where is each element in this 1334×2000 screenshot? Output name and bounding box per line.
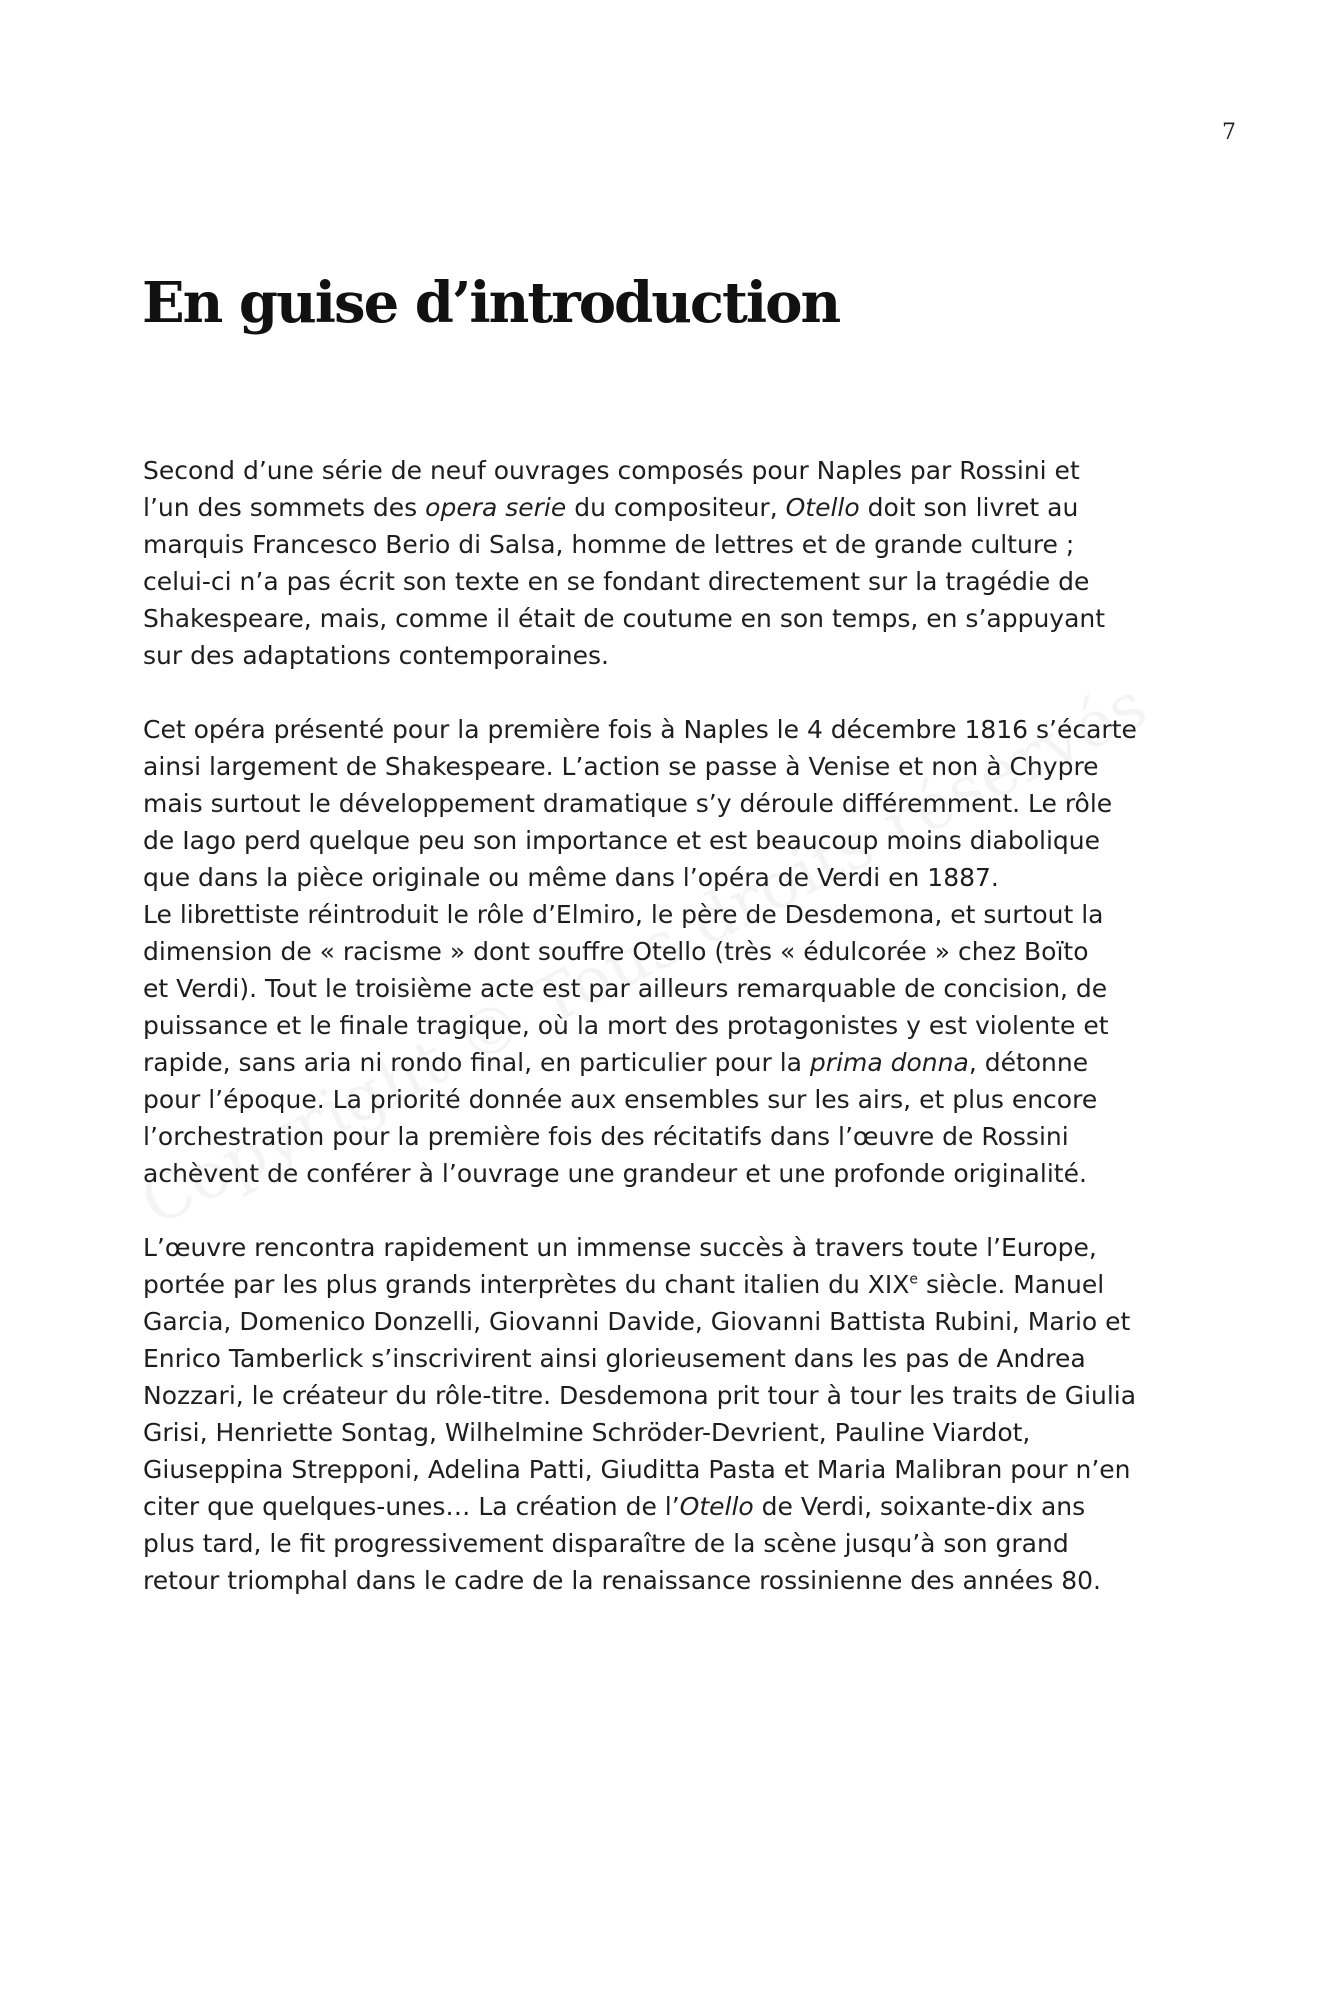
text-line	[143, 563, 1223, 600]
text-segment: siècle. Manuel	[918, 1270, 1105, 1299]
italic-text: prima donna	[809, 1048, 969, 1077]
text-line	[143, 1340, 1223, 1377]
text-segment: Second d’une série de neuf ouvrages composés pour Naples par Rossini et	[143, 456, 1080, 485]
text-segment: Grisi, Henriette Sontag, Wilhelmine Schröder-Devrient, Pauline Viardot,	[143, 1418, 1031, 1447]
text-line	[143, 896, 1223, 933]
text-line	[143, 1266, 1223, 1303]
text-line	[143, 526, 1223, 563]
text-segment: portée par les plus grands interprètes du chant italien du XIX	[143, 1270, 910, 1299]
body-text	[143, 452, 1223, 1636]
italic-text: Otello	[679, 1492, 754, 1521]
text-line	[143, 1007, 1223, 1044]
paragraph	[143, 1229, 1223, 1599]
text-line	[143, 452, 1223, 489]
text-segment: celui-ci n’a pas écrit son texte en se fondant directement sur la tragédie de	[143, 567, 1090, 596]
text-segment: que dans la pièce originale ou même dans l’opéra de Verdi en 1887.	[143, 863, 999, 892]
text-line	[143, 1118, 1223, 1155]
text-segment: Giuseppina Strepponi, Adelina Patti, Giuditta Pasta et Maria Malibran pour n’en	[143, 1455, 1131, 1484]
text-segment: sur des adaptations contemporaines.	[143, 641, 610, 670]
text-segment: de Verdi, soixante-dix ans	[753, 1492, 1086, 1521]
text-line	[143, 1488, 1223, 1525]
text-segment: Le librettiste réintroduit le rôle d’Elmiro, le père de Desdemona, et surtout la	[143, 900, 1104, 929]
text-segment: doit son livret au	[859, 493, 1079, 522]
text-segment: Nozzari, le créateur du rôle-titre. Desdemona prit tour à tour les traits de Giulia	[143, 1381, 1137, 1410]
page-title: En guise d’introduction	[142, 270, 840, 336]
text-line	[143, 785, 1223, 822]
text-segment: Shakespeare, mais, comme il était de coutume en son temps, en s’appuyant	[143, 604, 1106, 633]
text-segment: retour triomphal dans le cadre de la renaissance rossinienne des années 80.	[143, 1566, 1101, 1595]
text-line	[143, 1377, 1223, 1414]
text-segment: L’œuvre rencontra rapidement un immense succès à travers toute l’Europe,	[143, 1233, 1097, 1262]
text-segment: de Iago perd quelque peu son importance et est beaucoup moins diabolique	[143, 826, 1101, 855]
italic-text: Otello	[785, 493, 860, 522]
text-line	[143, 1451, 1223, 1488]
text-segment: Enrico Tamberlick s’inscrivirent ainsi glorieusement dans les pas de Andrea	[143, 1344, 1086, 1373]
text-segment: pour l’époque. La priorité donnée aux ensembles sur les airs, et plus encore	[143, 1085, 1098, 1114]
text-segment: dimension de « racisme » dont souffre Otello (très « édulcorée » chez Boïto	[143, 937, 1089, 966]
text-line	[143, 1155, 1223, 1192]
text-line	[143, 933, 1223, 970]
text-line	[143, 748, 1223, 785]
superscript-text: e	[909, 1271, 919, 1288]
page-number: 7	[1222, 120, 1236, 145]
paragraph	[143, 711, 1223, 1192]
text-segment: achèvent de conférer à l’ouvrage une grandeur et une profonde originalité.	[143, 1159, 1087, 1188]
text-line	[143, 859, 1223, 896]
text-line	[143, 1081, 1223, 1118]
paragraph	[143, 452, 1223, 674]
text-line	[143, 1562, 1223, 1599]
text-line	[143, 1414, 1223, 1451]
text-segment: l’un des sommets des	[143, 493, 426, 522]
text-segment: marquis Francesco Berio di Salsa, homme de lettres et de grande culture ;	[143, 530, 1075, 559]
text-line	[143, 711, 1223, 748]
text-segment: du compositeur,	[566, 493, 786, 522]
text-segment: puissance et le finale tragique, où la mort des protagonistes y est violente et	[143, 1011, 1109, 1040]
text-segment: et Verdi). Tout le troisième acte est par ailleurs remarquable de concision, de	[143, 974, 1108, 1003]
text-segment: ainsi largement de Shakespeare. L’action se passe à Venise et non à Chypre	[143, 752, 1099, 781]
text-line	[143, 600, 1223, 637]
text-line	[143, 1229, 1223, 1266]
text-segment: , détonne	[968, 1048, 1089, 1077]
text-line	[143, 970, 1223, 1007]
text-line	[143, 1044, 1223, 1081]
text-line	[143, 1303, 1223, 1340]
text-segment: Cet opéra présenté pour la première fois à Naples le 4 décembre 1816 s’écarte	[143, 715, 1137, 744]
text-line	[143, 822, 1223, 859]
text-segment: rapide, sans aria ni rondo final, en particulier pour la	[143, 1048, 810, 1077]
text-line	[143, 637, 1223, 674]
italic-text: opera serie	[425, 493, 567, 522]
text-segment: l’orchestration pour la première fois des récitatifs dans l’œuvre de Rossini	[143, 1122, 1069, 1151]
text-segment: mais surtout le développement dramatique s’y déroule différemment. Le rôle	[143, 789, 1113, 818]
text-segment: citer que quelques-unes… La création de l’	[143, 1492, 680, 1521]
text-line	[143, 1525, 1223, 1562]
text-segment: Garcia, Domenico Donzelli, Giovanni Davide, Giovanni Battista Rubini, Mario et	[143, 1307, 1131, 1336]
text-line	[143, 489, 1223, 526]
text-segment: plus tard, le fit progressivement disparaître de la scène jusqu’à son grand	[143, 1529, 1069, 1558]
